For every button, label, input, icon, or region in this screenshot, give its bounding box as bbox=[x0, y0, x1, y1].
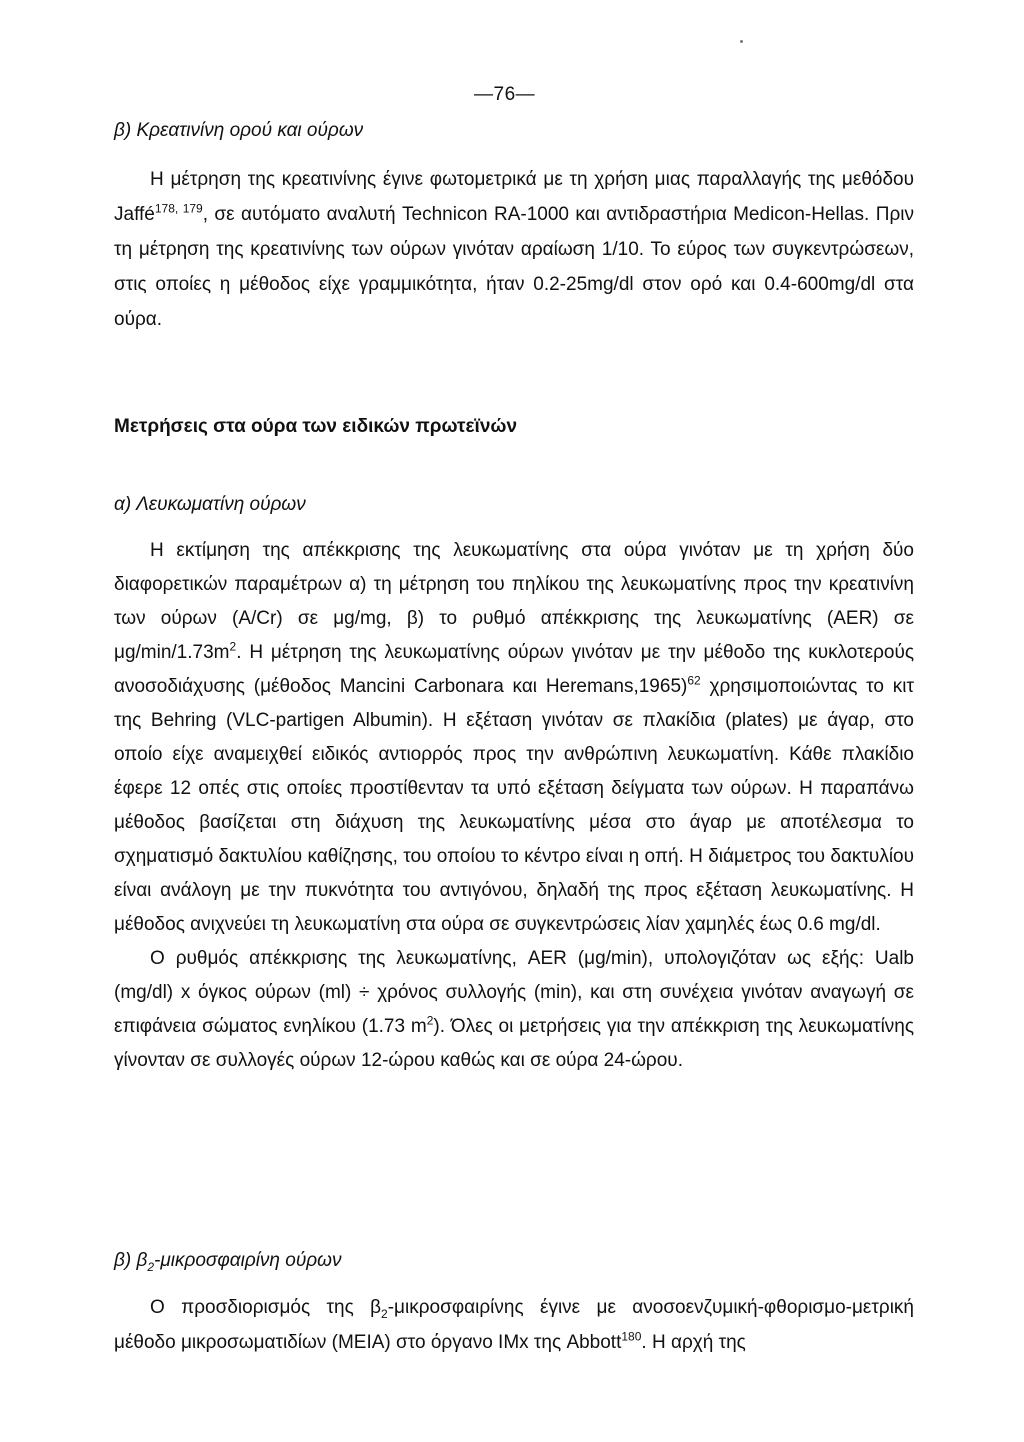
subscript: 2 bbox=[381, 1306, 388, 1321]
text-run: Ο ρυθμός απέκκρισης της λευκωματίνης, AER (μg/min), υπολογιζόταν ως εξής: Ualb (mg/dl) x όγκος ούρων (ml) ÷ χρόνος συλλογής (min), και στη συνέχεια γινόταν αναγωγή σε επιφάνεια σώματος ενηλίκου (1.73 m bbox=[114, 948, 914, 1037]
superscript: 2 bbox=[229, 639, 237, 654]
page-number: —76— bbox=[474, 84, 536, 105]
citation-sup: 62 bbox=[687, 673, 701, 688]
albumin-section bbox=[114, 492, 914, 1078]
superscript: 2 bbox=[426, 1013, 434, 1028]
text-run: χρησιμοποιώντας το κιτ της Behring (VLC-partigen Albumin). Η εξέταση γινόταν σε πλακίδια (plates) με άγαρ, στο οποίο είχε αναμειχθεί ειδικός αντιορρός προς την ανθρώπινη λευκωματίνη. Κάθε πλακίδιο έφερε 12 οπές στις οποίες προστίθενταν τα υπό εξέταση δείγματα των ούρων. Η παραπάνω μέθοδος βασίζεται στη διάχυση της λευκωματίνης μέσα στο άγαρ με αποτέλεσμα το σχηματισμό δακτυλίου καθίζησης, του οποίου το κέντρο είναι η οπή. Η διάμετρος του δακτυλίου είναι ανάλογη με την πυκνότητα του αντιγόνου, δηλαδή της προς εξέταση λευκωματίνης. Η μέθοδος ανιχνεύει τη λευκωματίνη στα ούρα σε συγκεντρώσεις λίαν χαμηλές έως 0.6 mg/dl. bbox=[114, 676, 915, 935]
text-run: ). Όλες οι μετρήσεις για την απέκκριση της λευκωματίνης γίνονταν σε συλλογές ούρων 12-ώρου καθώς και σε ούρα 24-ώρου. bbox=[114, 1016, 915, 1071]
creatinine-section bbox=[114, 118, 914, 337]
text-run: -μικροσφαιρίνη ούρων bbox=[154, 1250, 342, 1271]
b2-microglobulin-section bbox=[114, 1248, 914, 1360]
albumin-paragraph-2 bbox=[114, 942, 914, 1078]
text-run: , σε αυτόματο αναλυτή Technicon RA-1000 και αντιδραστήρια Medicon-Hellas. Πριν τη μέτρηση της κρεατινίνης των ούρων γινόταν αραίωση 1/10. Το εύρος των συγκεντρώσεων, στις οποίες η μέθοδος είχε γραμμικότητα, ήταν 0.2-25mg/dl στον ορό και 0.4-600mg/dl στα ούρα. bbox=[114, 204, 914, 330]
creatinine-paragraph bbox=[114, 162, 914, 337]
text-run: . Η αρχή της bbox=[641, 1332, 746, 1353]
citation-sup: 178, 179 bbox=[154, 201, 203, 216]
text-run: -μικροσφαιρίνης έγινε με ανοσοενζυμική-φθορισμο-μετρική μέθοδο μικροσωματιδίων (MEIA) στο όργανο IMx της Abbott bbox=[114, 1297, 914, 1353]
b2-microglobulin-paragraph bbox=[114, 1290, 914, 1360]
document-page bbox=[114, 0, 914, 1442]
section-title: Μετρήσεις στα ούρα των ειδικών πρωτεϊνών bbox=[114, 416, 518, 437]
text-run: Ο προσδιορισμός της β bbox=[150, 1297, 382, 1318]
citation-sup: 180 bbox=[621, 1329, 642, 1344]
b2-microglobulin-heading bbox=[114, 1248, 914, 1274]
subscript: 2 bbox=[147, 1259, 155, 1274]
albumin-paragraph-1 bbox=[114, 534, 914, 942]
scan-speck bbox=[740, 40, 743, 43]
albumin-heading: α) Λευκωματίνη ούρων bbox=[114, 494, 306, 515]
text-run: Η εκτίμηση της απέκκρισης της λευκωματίνης στα ούρα γινόταν με τη χρήση δύο διαφορετικών παραμέτρων α) τη μέτρηση του πηλίκου της λευκωματίνης προς την κρεατινίνη των ούρων (A/Cr) σε μg/mg, β) το ρυθμό απέκκρισης της λευκωματίνης (AER) σε μg/min/1.73m bbox=[114, 540, 914, 663]
text-run: β) β bbox=[114, 1250, 148, 1271]
creatinine-heading: β) Κρεατινίνη ορού και ούρων bbox=[114, 120, 364, 141]
text-run: . Η μέτρηση της λευκωματίνης ούρων γινόταν με την μέθοδο της κυκλοτερούς ανοσοδιάχυσης (μέθοδος Mancini Carbonara και Heremans,1965) bbox=[114, 642, 914, 697]
proteins-section-title-block bbox=[114, 414, 914, 440]
text-run: Η μέτρηση της κρεατινίνης έγινε φωτομετρικά με τη χρήση μιας παραλλαγής της μεθόδου Jaffé bbox=[114, 169, 914, 225]
